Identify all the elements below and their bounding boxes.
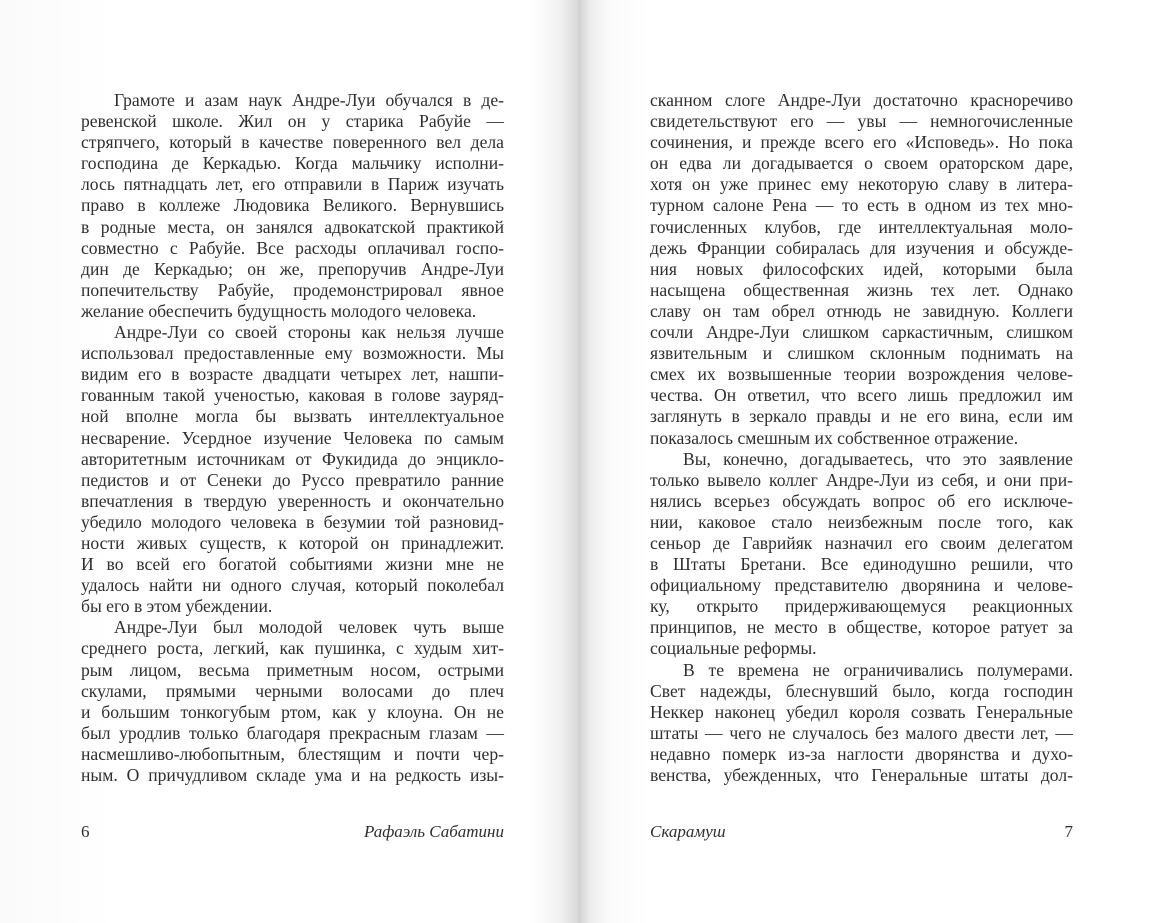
- right-page-text: [650, 90, 1073, 786]
- text-line: славу он там обрел отнюдь не завидную. Коллеги: [650, 300, 1073, 321]
- text-line: педистов и от Сенеки до Руссо превратило ранние: [81, 469, 504, 490]
- text-line: использовал предоставленные ему возможности. Мы: [81, 343, 504, 364]
- text-line: скулами, прямыми черными волосами до плеч: [81, 680, 504, 701]
- text-line: сочли Андре-Луи слишком саркастичным, слишком: [650, 322, 1073, 343]
- text-line: в родные места, он занялся адвокатской практикой: [81, 216, 504, 237]
- text-line: желание обеспечить будущность молодого человека.: [81, 300, 477, 321]
- text-line: и большим тонкогубым ртом, как у клоуна. Он не: [81, 701, 504, 722]
- text-line: турном салоне Рена — то есть в одном из тех мно-: [650, 195, 1073, 216]
- text-line: показалось смешным их собственное отражение.: [650, 427, 1019, 448]
- left-page: [0, 0, 578, 923]
- text-line: гованным такой ученостью, каковая в голове зауряд-: [81, 385, 504, 406]
- text-line: насыщена общественная жизнь тех лет. Однако: [650, 279, 1073, 300]
- text-line: только вывело коллег Андре-Луи из себя, и они при-: [650, 469, 1073, 490]
- text-line: бы его в этом убеждении.: [81, 596, 273, 617]
- text-line: хотя он уже принес ему некоторую славу в литера-: [650, 174, 1073, 195]
- text-line: Вы, конечно, догадываетесь, что это заявление: [683, 448, 1073, 469]
- text-line: в Штаты Бретани. Все единодушно решили, что: [650, 554, 1073, 575]
- text-line: И во всей его богатой событиями жизни мне не: [81, 554, 504, 575]
- text-line: ния новых философских идей, которыми была: [650, 258, 1073, 279]
- text-line: Андре-Луи со своей стороны как нельзя лучше: [114, 322, 504, 343]
- text-line: право в коллеже Людовика Великого. Вернувшись: [81, 195, 504, 216]
- text-line: лось пятнадцать лет, его отправили в Париж изучать: [81, 174, 504, 195]
- text-line: господина де Керкадью. Когда мальчику исполни-: [81, 153, 504, 174]
- text-line: ревенской школе. Жил он у старика Рабуйе —: [81, 111, 504, 132]
- text-line: нии, каковое стало неизбежным после того, как: [650, 511, 1073, 532]
- text-line: официальному представителю дворянина и челове-: [650, 575, 1073, 596]
- text-line: был уродлив только благодаря прекрасным глазам —: [81, 722, 504, 743]
- paragraph: [650, 449, 1073, 660]
- text-line: видим его в возрасте двадцати четырех лет, нашпи-: [81, 364, 504, 385]
- text-line: недавно померк из-за наглости дворянства и духо-: [650, 743, 1073, 764]
- text-line: В те времена не ограничивались полумерами.: [683, 659, 1073, 680]
- text-line: попечительству Рабуйе, продемонстрировал явное: [81, 279, 504, 300]
- left-page-text: [81, 90, 504, 786]
- text-line: язвительным и слишком склонным поднимать на: [650, 343, 1073, 364]
- text-line: ным. О причудливом складе ума и на редкость изы-: [81, 765, 504, 785]
- text-line: дин де Керкадью; он же, препоручив Андре-Луи: [81, 258, 504, 279]
- paragraph: [81, 617, 504, 786]
- paragraph: [81, 322, 504, 617]
- text-line: ку, открыто придерживающемуся реакционных: [650, 596, 1073, 617]
- text-line: чества. Он ответил, что всего лишь предложил им: [650, 385, 1073, 406]
- text-line: Грамоте и азам наук Андре-Луи обучался в де-: [114, 90, 504, 110]
- text-line: смех их возвышенные теории возрождения челове-: [650, 364, 1073, 385]
- text-line: дежь Франции собиралась для изучения и обсужде-: [650, 237, 1073, 258]
- text-line: стряпчего, который в качестве поверенного вел дела: [81, 132, 504, 153]
- text-line: удалось найти ни одного случая, который поколебал: [81, 575, 504, 596]
- text-line: рым лицом, весьма приметным носом, острыми: [81, 659, 504, 680]
- text-line: авторитетным источникам от Фукидида до энцикло-: [81, 448, 504, 469]
- text-line: заглянуть в зеркало правды и не его вина, если им: [650, 406, 1073, 427]
- text-line: среднего роста, легкий, как пушинка, с худым хит-: [81, 638, 504, 659]
- text-line: ности живых существ, к которой он принадлежит.: [81, 532, 504, 553]
- text-line: впечатления в твердую уверенность и окончательно: [81, 490, 504, 511]
- text-line: социальные реформы.: [650, 638, 817, 659]
- text-line: гочисленных клубов, где интеллектуальная моло-: [650, 216, 1073, 237]
- text-line: сочинения, и прежде всего его «Исповедь». Но пока: [650, 132, 1073, 153]
- text-line: Свет надежды, блеснувший было, когда господин: [650, 680, 1073, 701]
- right-page: [578, 0, 1163, 923]
- text-line: сеньор де Гаврийяк назначил его своим делегатом: [650, 532, 1073, 553]
- text-line: штаты — чего не случалось без малого двести лет, —: [650, 722, 1073, 743]
- text-line: свидетельствуют его — увы — немногочисленные: [650, 111, 1073, 132]
- paragraph: [81, 90, 504, 322]
- text-line: Неккер наконец убедил короля созвать Генеральные: [650, 701, 1073, 722]
- text-line: нялись всерьез обсуждать вопрос об его исключе-: [650, 490, 1073, 511]
- running-head-title: Скарамуш: [650, 822, 726, 841]
- text-line: совместно с Рабуйе. Все расходы оплачивал госпо-: [81, 237, 504, 258]
- running-head-author: Рафаэль Сабатини: [364, 822, 504, 841]
- text-line: принципов, не место в обществе, которое ратует за: [650, 617, 1073, 638]
- text-line: сканном слоге Андре-Луи достаточно красноречиво: [650, 90, 1073, 110]
- paragraph: [650, 90, 1073, 449]
- paragraph: [650, 660, 1073, 787]
- page-number: 7: [1064, 822, 1073, 841]
- text-line: насмешливо-любопытным, блестящим и почти чер-: [81, 743, 504, 764]
- text-line: он едва ли догадывается о своем ораторском даре,: [650, 153, 1073, 174]
- page-number: 6: [81, 822, 90, 841]
- text-line: венства, убежденных, что Генеральные штаты дол-: [650, 765, 1073, 785]
- text-line: Андре-Луи был молодой человек чуть выше: [114, 617, 504, 638]
- text-line: ной вполне могла бы вызвать интеллектуальное: [81, 406, 504, 427]
- text-line: несварение. Усердное изучение Человека по самым: [81, 427, 504, 448]
- text-line: убедило молодого человека в безумии той разновид-: [81, 511, 504, 532]
